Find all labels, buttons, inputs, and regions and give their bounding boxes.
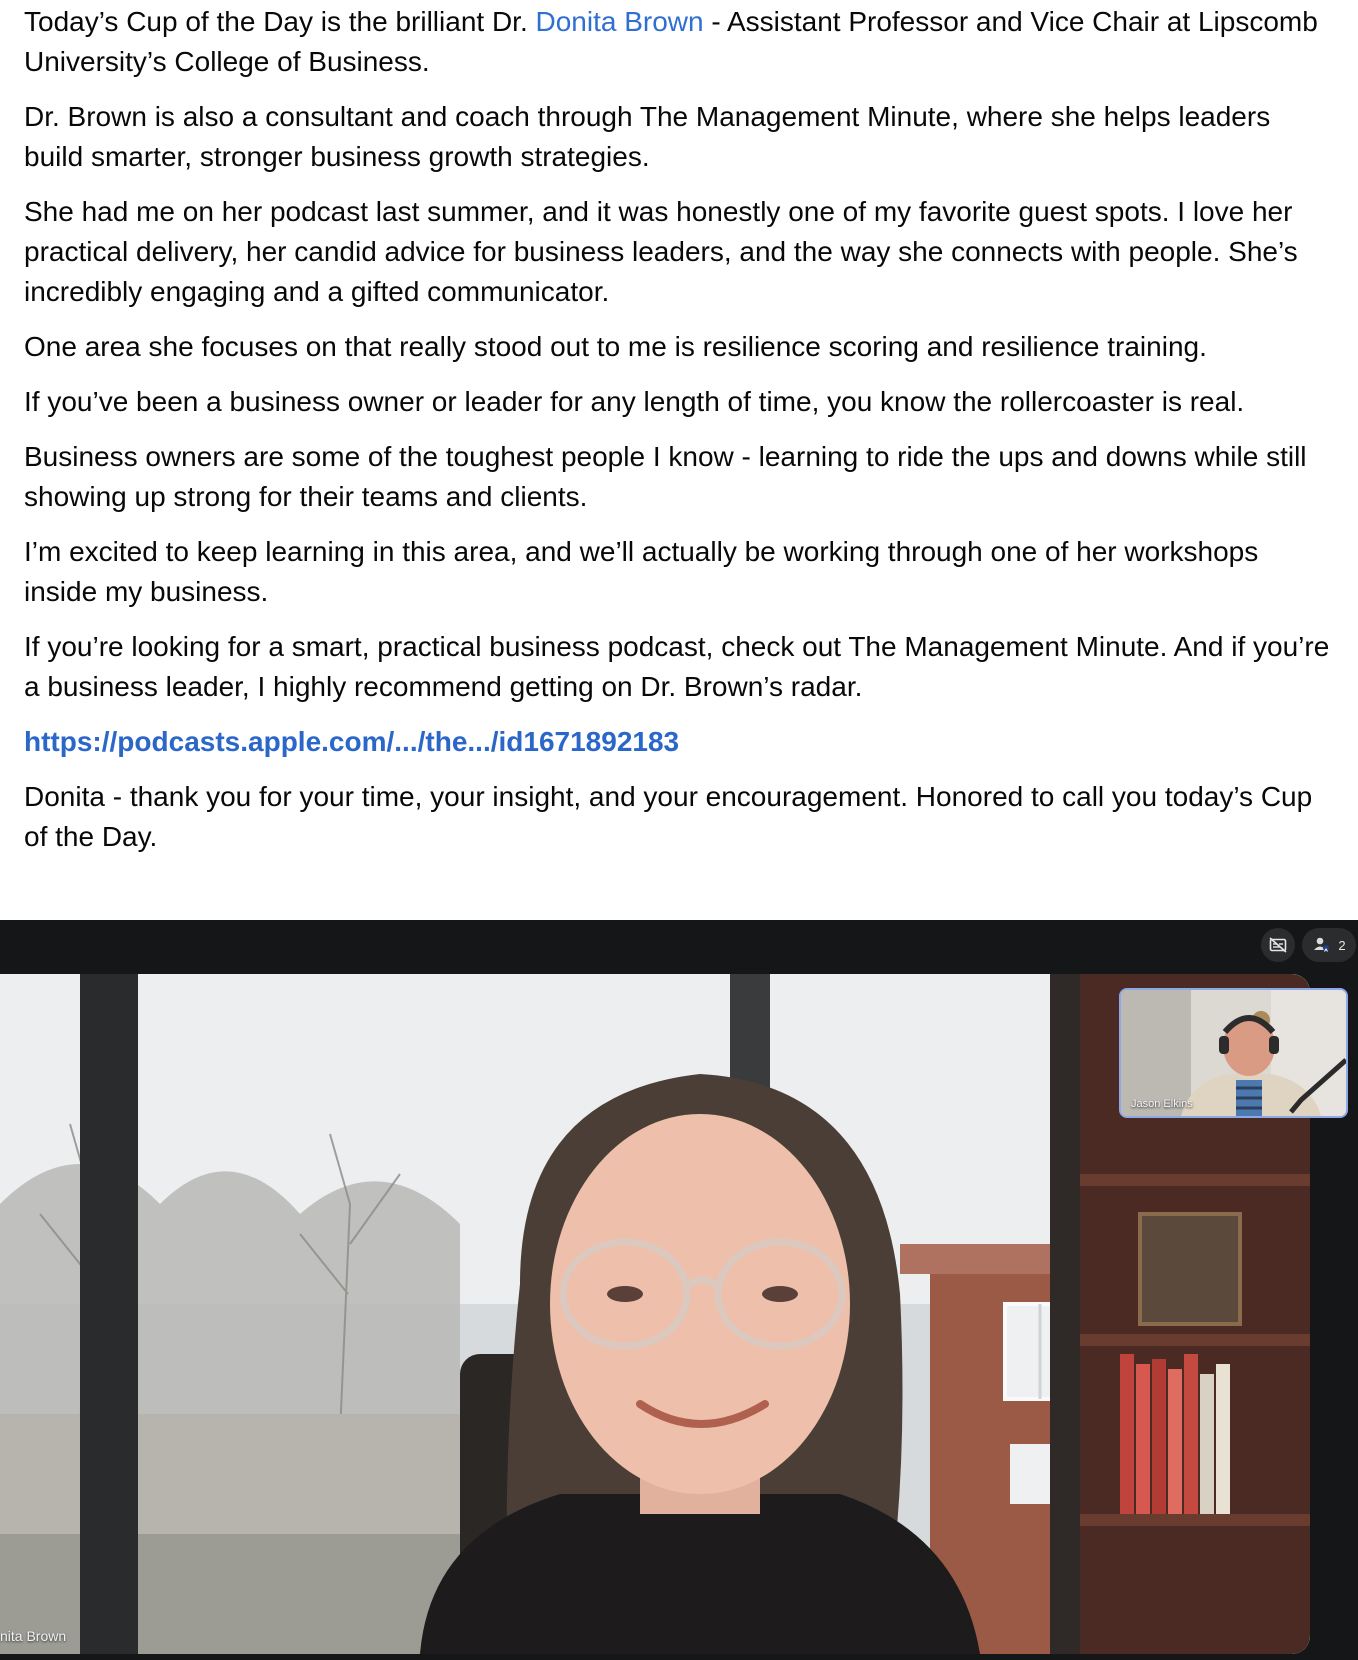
paragraph-8: If you’re looking for a smart, practical business podcast, check out The Management Minute. And if you’re a business leader, I highly recommend getting on Dr. Brown’s radar.: [24, 631, 1330, 702]
participant-count: 2: [1338, 937, 1346, 953]
paragraph-4: One area she focuses on that really stood out to me is resilience scoring and resilience training.: [24, 331, 1207, 362]
post-body: [24, 2, 1334, 872]
captions-off-button[interactable]: [1261, 928, 1295, 962]
paragraph-intro: Today’s Cup of the Day is the brilliant Dr. Donita Brown - Assistant Professor and Vice Chair at Lipscomb University’s College of Business.: [24, 6, 1318, 77]
paragraph-3: She had me on her podcast last summer, and it was honestly one of my favorite guest spots. I love her practical delivery, her candid advice for business leaders, and the way she connects with people. She’s incredibly engaging and a gifted communicator.: [24, 196, 1298, 307]
mention-donita-brown[interactable]: Donita Brown: [535, 6, 704, 37]
video-call-screenshot: [0, 920, 1358, 1660]
paragraph-6: Business owners are some of the toughest people I know - learning to ride the ups and downs while still showing up strong for their teams and clients.: [24, 441, 1307, 512]
participants-icon: [1312, 936, 1332, 954]
podcast-link[interactable]: https://podcasts.apple.com/.../the.../id1671892183: [24, 726, 680, 757]
paragraph-5: If you’ve been a business owner or leader for any length of time, you know the rollercoaster is real.: [24, 386, 1245, 417]
main-video-tile[interactable]: [0, 974, 1310, 1654]
paragraph-9: Donita - thank you for your time, your insight, and your encouragement. Honored to call you today’s Cup of the Day.: [24, 781, 1313, 852]
self-view-tile[interactable]: [1119, 988, 1348, 1118]
video-top-bar: [0, 920, 1358, 974]
main-speaker-video: [0, 974, 1310, 1654]
paragraph-7: I’m excited to keep learning in this area, and we’ll actually be working through one of her workshops inside my business.: [24, 536, 1259, 607]
captions-off-icon: [1269, 937, 1287, 953]
paragraph-2: Dr. Brown is also a consultant and coach through The Management Minute, where she helps leaders build smarter, stronger business growth strategies.: [24, 101, 1271, 172]
main-speaker-name: nita Brown: [0, 1628, 67, 1644]
participants-button[interactable]: [1302, 928, 1356, 962]
pip-name: Jason Elkins: [1131, 1098, 1193, 1110]
